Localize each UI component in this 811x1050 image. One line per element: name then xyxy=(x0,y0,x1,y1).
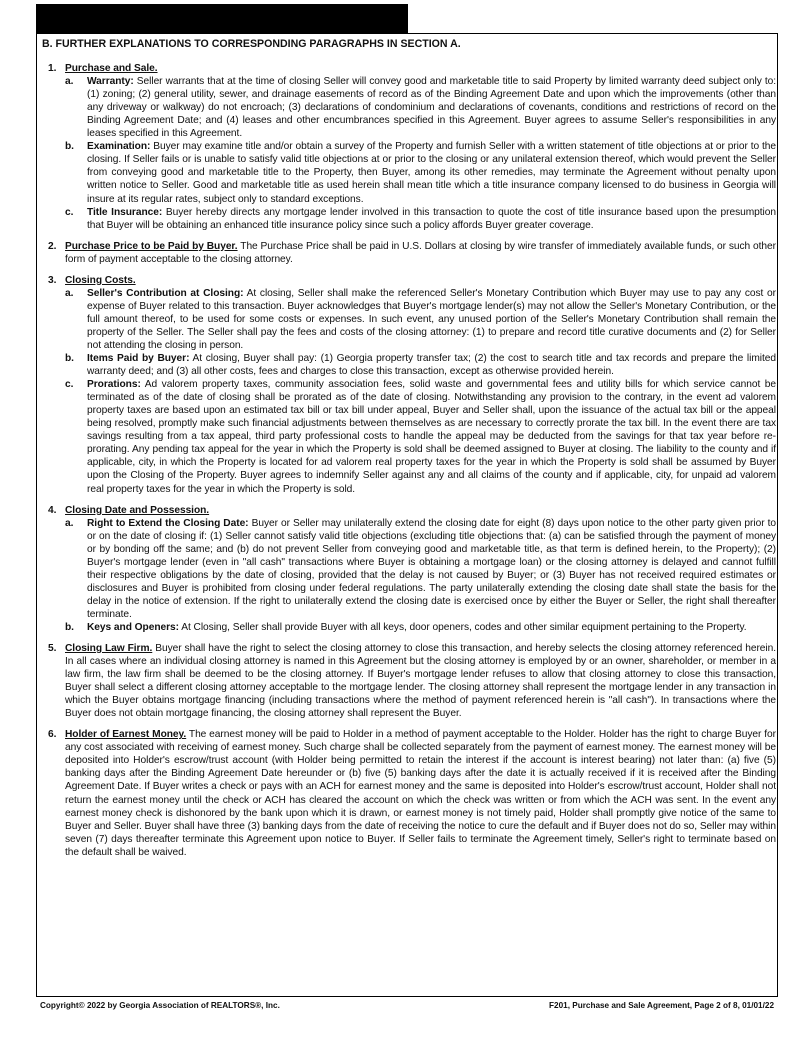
subparagraph-examination xyxy=(65,140,776,205)
paragraph-heading: Purchase Price to be Paid by Buyer. xyxy=(65,240,238,252)
copyright-notice: Copyright© 2022 by Georgia Association of REALTORS®, Inc. xyxy=(40,1001,280,1010)
paragraph-text: Buyer shall have the right to select the closing attorney to close this transaction, and hereby selects the closing attorney referenced herein. In all cases where an individual closing attorney is named in this Agreement but the closing attorney is employed by or an owner, shareholder, or member in a law firm, the law firm shall be deemed to be the closing attorney. If Buyer's mortgage lender refuses to allow that closing attorney to close this transaction, Buyer shall select a different closing attorney acceptable to the mortgage lender. The closing attorney shall represent the mortgage lender in any transaction in which the Buyer obtains mortgage financing (including transactions where the method of payment referenced herein is "all cash"). In transactions where the Buyer does not obtain mortgage financing, the closing attorney shall represent the Buyer. xyxy=(65,643,777,720)
section-title: B. FURTHER EXPLANATIONS TO CORRESPONDING PARAGRAPHS IN SECTION A. xyxy=(42,38,461,50)
subparagraph-sellers-contribution xyxy=(65,287,776,352)
subparagraph-extend-closing-date xyxy=(65,517,776,621)
paragraph-6-holder-of-earnest-money xyxy=(40,728,776,858)
redacted-header-bar xyxy=(36,4,408,34)
paragraph-4-closing-date xyxy=(40,504,776,634)
paragraph-number: 2. xyxy=(48,240,57,252)
sub-text: Ad valorem property taxes, community association fees, solid waste and governmental fees and utility bills for which service cannot be terminated as of the date of closing shall be prorated as of the date of closing. Notwithstanding any provision to the contrary, in the event ad valorem property taxes are based upon an estimated tax bill or tax bill under appeal, Buyer and Seller shall, upon the issuance of the actual tax bill or the appeal being resolved, promptly make such financial adjustments between themselves as are necessary to correctly prorate the tax bill. In the event there are tax savings resulting from a tax appeal, third party professional costs to handle the appeal may be deducted from the savings for that tax year before re-prorating. Any pending tax appeal for the year in which the Property is sold shall be deemed assigned to Buyer at closing. The liability to the county and if applicable, city, in which the Property is located for ad valorem real property taxes for the year in which the Property is sold shall be assumed by Buyer upon the Closing of the Property. Buyer agrees to indemnify Seller against any and all claims of the county and if applicable, city, for unpaid ad valorem real property taxes for the year in which the Property is sold. xyxy=(87,379,776,495)
sub-text: Buyer hereby directs any mortgage lender involved in this transaction to quote the cost of title insurance based upon the presumption that Buyer will be obtaining an enhanced title insurance policy since such a policy affords Buyer greater coverage. xyxy=(87,206,777,231)
paragraph-number: 6. xyxy=(48,729,57,741)
sub-letter: b. xyxy=(65,621,74,633)
paragraph-number: 4. xyxy=(48,504,57,516)
sub-letter: b. xyxy=(65,141,74,153)
subparagraph-title-insurance xyxy=(65,206,776,232)
sub-letter: c. xyxy=(65,206,74,218)
sub-lead: Title Insurance: xyxy=(87,206,163,218)
sub-letter: a. xyxy=(65,287,74,299)
sub-lead: Items Paid by Buyer: xyxy=(87,353,190,365)
sub-lead: Warranty: xyxy=(87,76,134,88)
paragraph-text: The Purchase Price shall be paid in U.S. Dollars at closing by wire transfer of immediately available funds, or such other form of payment acceptable to the closing attorney. xyxy=(65,240,777,265)
document-body xyxy=(40,38,776,867)
paragraph-number: 5. xyxy=(48,643,57,655)
sub-lead: Right to Extend the Closing Date: xyxy=(87,517,249,529)
sub-letter: a. xyxy=(65,76,74,88)
paragraph-5-closing-law-firm xyxy=(40,642,776,720)
sub-letter: b. xyxy=(65,353,74,365)
paragraph-number: 3. xyxy=(48,274,57,286)
paragraph-heading: Closing Date and Possession. xyxy=(65,504,210,516)
subparagraph-prorations xyxy=(65,378,776,495)
sub-text: Buyer may examine title and/or obtain a survey of the Property and furnish Seller with a written statement of title objections at or prior to the closing. If Seller fails or is unable to satisfy valid title objections at or prior to the closing or any unilateral extension thereof, which would prevent the Seller from conveying good and marketable title to the Property, then Buyer, among its other remedies, may terminate the Agreement without penalty upon written notice to Seller. Good and marketable title as used herein shall mean title which a title insurance company licensed to do business in Georgia will insure at its regular rates, subject only to standard exceptions. xyxy=(87,141,776,205)
paragraph-number: 1. xyxy=(48,63,57,75)
sub-lead: Seller's Contribution at Closing: xyxy=(87,287,244,299)
sub-text: At closing, Buyer shall pay: (1) Georgia property transfer tax; (2) the cost to search title and tax records and prepare the limited warranty deed; and (3) all other costs, fees and charges to close this transaction, except as otherwise provided herein. xyxy=(87,353,777,378)
sub-text: Buyer or Seller may unilaterally extend the closing date for eight (8) days upon notice to the other party given prior to or on the date of closing if: (1) Seller cannot satisfy valid title objections (excluding title objections that: (a) can be satisfied through the payment of money or by bonding off the same; and (b) do not prevent Seller from conveying good and marketable title, as that term is defined herein, to the Property); (2) Buyer's mortgage lender (even in "all cash" transactions where Buyer is obtaining a mortgage loan) or the closing attorney is delayed and cannot fulfill their respective obligations by the date of closing, provided that the delay is not caused by Buyer; or (3) Buyer has not received required estimates or disclosures and Buyer is prohibited from closing under federal regulations. The party unilaterally extending the closing date shall state the basis for the delay in the notice of extension. If the right to unilaterally extend the closing date is exercised once by either the Buyer or Seller, the right shall thereafter terminate. xyxy=(87,517,776,620)
form-identifier: F201, Purchase and Sale Agreement, Page 2 of 8, 01/01/22 xyxy=(549,1001,774,1010)
subparagraph-warranty xyxy=(65,75,776,140)
sub-letter: a. xyxy=(65,517,74,529)
paragraph-text: The earnest money will be paid to Holder in a method of payment acceptable to the Holder. Holder has the right to charge Buyer for any cost associated with receiving of earnest money. Such charge shall be collected separately from the payment of earnest money. The earnest money will be deposited into Holder's escrow/trust account (with Holder being permitted to retain the interest if the account is interest bearing) not later than: (a) five (5) banking days after the Binding Agreement Date hereunder or (b) five (5) banking days after the date it is actually received if it is received after the Binding Agreement Date. If Buyer writes a check or pays with an ACH for earnest money and the same is deposited into Holder's escrow/trust account, Holder shall not return the earnest money until the check or ACH has cleared the account on which the check was written or from which the ACH was sent. In the event any earnest money check is dishonored by the bank upon which it is drawn, or earnest money is not timely paid, Holder shall promptly give notice of the same to Buyer and Seller. Buyer shall have three (3) banking days from the date of receiving the notice to cure the default and if Buyer does not do so, Seller may within seven (7) days thereafter terminate this Agreement upon notice to Buyer. If Seller fails to terminate the Agreement timely, Seller's right to terminate based on the default shall be waived. xyxy=(65,729,776,858)
sub-lead: Keys and Openers: xyxy=(87,621,180,633)
sub-text: At closing, Seller shall make the referenced Seller's Monetary Contribution which Buyer may use to pay any cost or expense of Buyer related to this transaction. Buyer acknowledges that Buyer's mortgage lender(s) may not allow the Seller's Monetary Contribution, or the full amount thereof, to be used for some costs or expenses. In such event, any unused portion of the Seller's Monetary Contribution shall remain the property of the Seller. The Seller shall pay the fees and costs of the closing attorney: (1) to prepare and record title curative documents and (2) for Seller not attending the closing in person. xyxy=(87,287,777,351)
sub-letter: c. xyxy=(65,379,74,391)
sub-lead: Prorations: xyxy=(87,379,141,391)
paragraph-2-purchase-price xyxy=(40,240,776,266)
sub-text: Seller warrants that at the time of closing Seller will convey good and marketable title to said Property by limited warranty deed subject only to: (1) zoning; (2) general utility, sewer, and drainage easements of record as of the Binding Agreement Date and upon which the improvements (other than any driveway or walkway) do not encroach; (3) declarations of condominium and declarations of covenants, conditions and restrictions of record on the Binding Agreement Date; and (4) leases and other encumbrances specified in this Agreement. Buyer agrees to assume Seller's responsibilities in any leases specified in this Agreement. xyxy=(87,76,776,140)
paragraph-heading: Closing Law Firm. xyxy=(65,643,153,655)
paragraph-1-purchase-and-sale xyxy=(40,62,776,232)
sub-text: At Closing, Seller shall provide Buyer with all keys, door openers, codes and other similar equipment pertaining to the Property. xyxy=(181,621,747,633)
paragraph-heading: Holder of Earnest Money. xyxy=(65,729,187,741)
paragraph-heading: Closing Costs. xyxy=(65,274,136,286)
paragraph-3-closing-costs xyxy=(40,274,776,496)
paragraph-heading: Purchase and Sale. xyxy=(65,63,158,75)
sub-lead: Examination: xyxy=(87,141,151,153)
subparagraph-keys-and-openers xyxy=(65,621,776,634)
subparagraph-items-paid-by-buyer xyxy=(65,352,776,378)
